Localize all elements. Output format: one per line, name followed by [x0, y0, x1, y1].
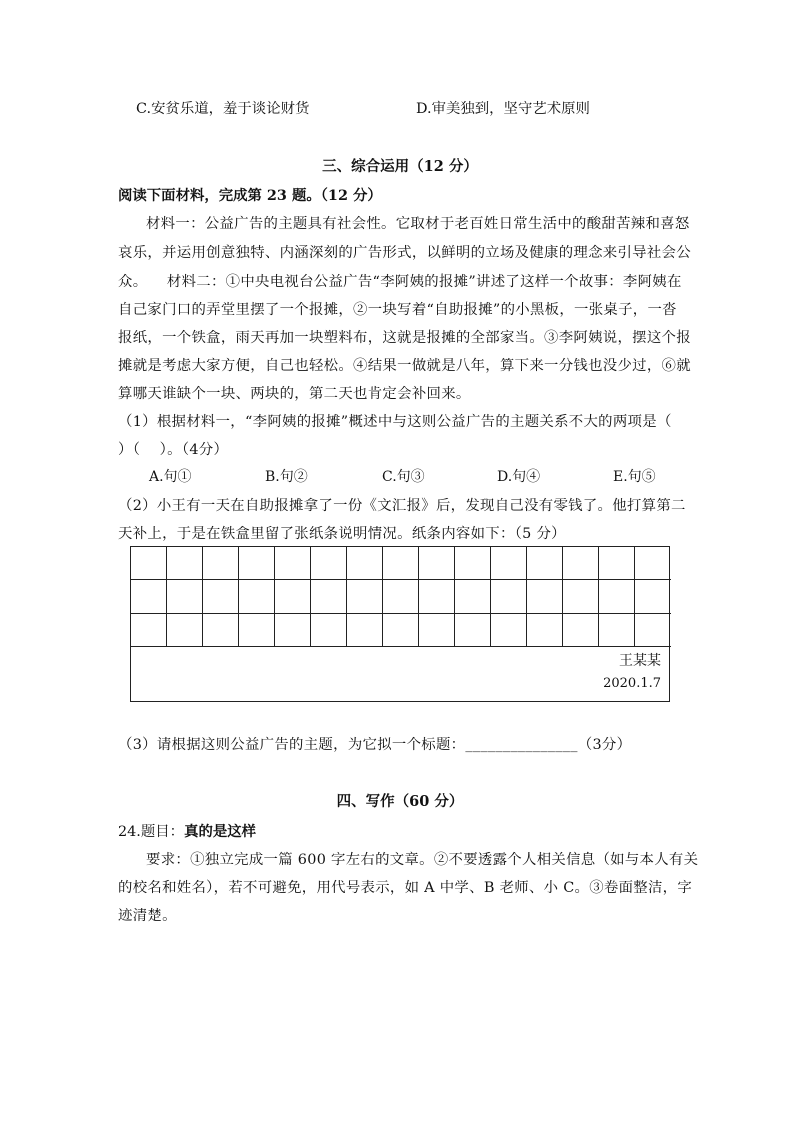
grid-cell[interactable] [167, 614, 203, 647]
q24-title: 真的是这样 [184, 823, 257, 840]
grid-cell[interactable] [311, 614, 347, 647]
note-writing-grid[interactable] [130, 546, 670, 647]
grid-cell[interactable] [491, 547, 527, 580]
grid-cell[interactable] [239, 547, 275, 580]
note-signature-area [130, 646, 670, 702]
grid-cell[interactable] [599, 614, 635, 647]
q1-option-c: C.句③ [382, 469, 425, 485]
note-date: 2020.1.7 [603, 676, 661, 691]
section3-heading: 三、综合运用（12 分） [322, 158, 478, 175]
grid-cell[interactable] [311, 580, 347, 613]
grid-cell[interactable] [563, 580, 599, 613]
grid-cell[interactable] [635, 614, 671, 647]
grid-cell[interactable] [239, 580, 275, 613]
grid-cell[interactable] [419, 580, 455, 613]
option-c: C.安贫乐道，羞于谈论财货 [136, 101, 310, 117]
q1-option-b: B.句② [265, 469, 308, 485]
grid-cell[interactable] [419, 547, 455, 580]
question-2-line: 天补上，于是在铁盒里留了张纸条说明情况。纸条内容如下：（5 分） [118, 526, 566, 542]
grid-cell[interactable] [419, 614, 455, 647]
grid-cell[interactable] [347, 580, 383, 613]
question-3-line: （3）请根据这则公益广告的主题，为它拟一个标题：_______________（3分） [118, 737, 632, 753]
grid-cell[interactable] [275, 580, 311, 613]
material-line: 众。 材料二：①中央电视台公益广告“李阿姨的报摊”讲述了这样一个故事：李阿姨在 [118, 274, 682, 290]
grid-cell[interactable] [131, 547, 167, 580]
grid-cell[interactable] [527, 547, 563, 580]
grid-cell[interactable] [203, 547, 239, 580]
grid-cell[interactable] [383, 580, 419, 613]
requirement-line: 的校名和姓名），若不可避免，用代号表示，如 A 中学、B 老师、小 C。③卷面整洁，字 [118, 880, 693, 896]
grid-cell[interactable] [203, 580, 239, 613]
material-line: 摊就是考虑大家方便，自己也轻松。④结果一做就是八年，算下来一分钱也没少过，⑥就 [118, 358, 691, 374]
material-line: 哀乐，并运用创意独特、内涵深刻的广告形式，以鲜明的立场及健康的理念来引导社会公 [118, 245, 691, 261]
grid-cell[interactable] [167, 547, 203, 580]
q24-line [118, 820, 256, 841]
grid-cell[interactable] [599, 547, 635, 580]
grid-cell[interactable] [455, 580, 491, 613]
grid-cell[interactable] [563, 547, 599, 580]
q1-option-d: D.句④ [497, 469, 541, 485]
grid-cell[interactable] [131, 614, 167, 647]
grid-cell[interactable] [275, 614, 311, 647]
grid-cell[interactable] [203, 614, 239, 647]
grid-cell[interactable] [239, 614, 275, 647]
material-line: 算哪天谁缺个一块、两块的，第二天也肯定会补回来。 [118, 386, 471, 402]
section4-heading: 四、写作（60 分） [336, 793, 464, 810]
grid-cell[interactable] [383, 614, 419, 647]
grid-cell[interactable] [455, 547, 491, 580]
material-line: 自己家门口的弄堂里摆了一个报摊，②一块写着“自助报摊”的小黑板，一张桌子，一沓 [118, 302, 677, 318]
q1-option-a: A.句① [149, 469, 192, 485]
grid-cell[interactable] [599, 580, 635, 613]
section3-prompt: 阅读下面材料，完成第 23 题。（12 分） [118, 187, 382, 204]
grid-cell[interactable] [563, 614, 599, 647]
question-2-line: （2）小王有一天在自助报摊拿了一份《文汇报》后，发现自己没有零钱了。他打算第二 [118, 498, 686, 514]
grid-cell[interactable] [383, 547, 419, 580]
requirement-line: 迹清楚。 [118, 908, 177, 924]
grid-cell[interactable] [527, 614, 563, 647]
grid-cell[interactable] [635, 580, 671, 613]
grid-cell[interactable] [347, 614, 383, 647]
grid-cell[interactable] [455, 614, 491, 647]
grid-cell[interactable] [527, 580, 563, 613]
option-d: D.审美独到，坚守艺术原则 [416, 101, 590, 117]
grid-cell[interactable] [131, 580, 167, 613]
grid-cell[interactable] [491, 580, 527, 613]
grid-cell[interactable] [491, 614, 527, 647]
grid-cell[interactable] [635, 547, 671, 580]
question-1-line: （1）根据材料一，“李阿姨的报摊”概述中与这则公益广告的主题关系不大的两项是（ [118, 414, 672, 430]
material-line: 报纸，一个铁盒，雨天再加一块塑料布，这就是报摊的全部家当。③李阿姨说，摆这个报 [118, 330, 691, 346]
requirement-line: 要求：①独立完成一篇 600 字左右的文章。②不要透露个人相关信息（如与本人有关 [146, 852, 699, 868]
grid-cell[interactable] [167, 580, 203, 613]
grid-cell[interactable] [347, 547, 383, 580]
material-line: 材料一：公益广告的主题具有社会性。它取材于老百姓日常生活中的酸甜苦辣和喜怒 [146, 216, 690, 232]
q24-prefix: 24.题目： [118, 824, 185, 840]
grid-cell[interactable] [311, 547, 347, 580]
grid-cell[interactable] [275, 547, 311, 580]
note-signature: 王某某 [619, 653, 661, 669]
question-1-line: ）（ ）。（4分） [118, 442, 229, 458]
q1-option-e: E.句⑤ [613, 469, 656, 485]
